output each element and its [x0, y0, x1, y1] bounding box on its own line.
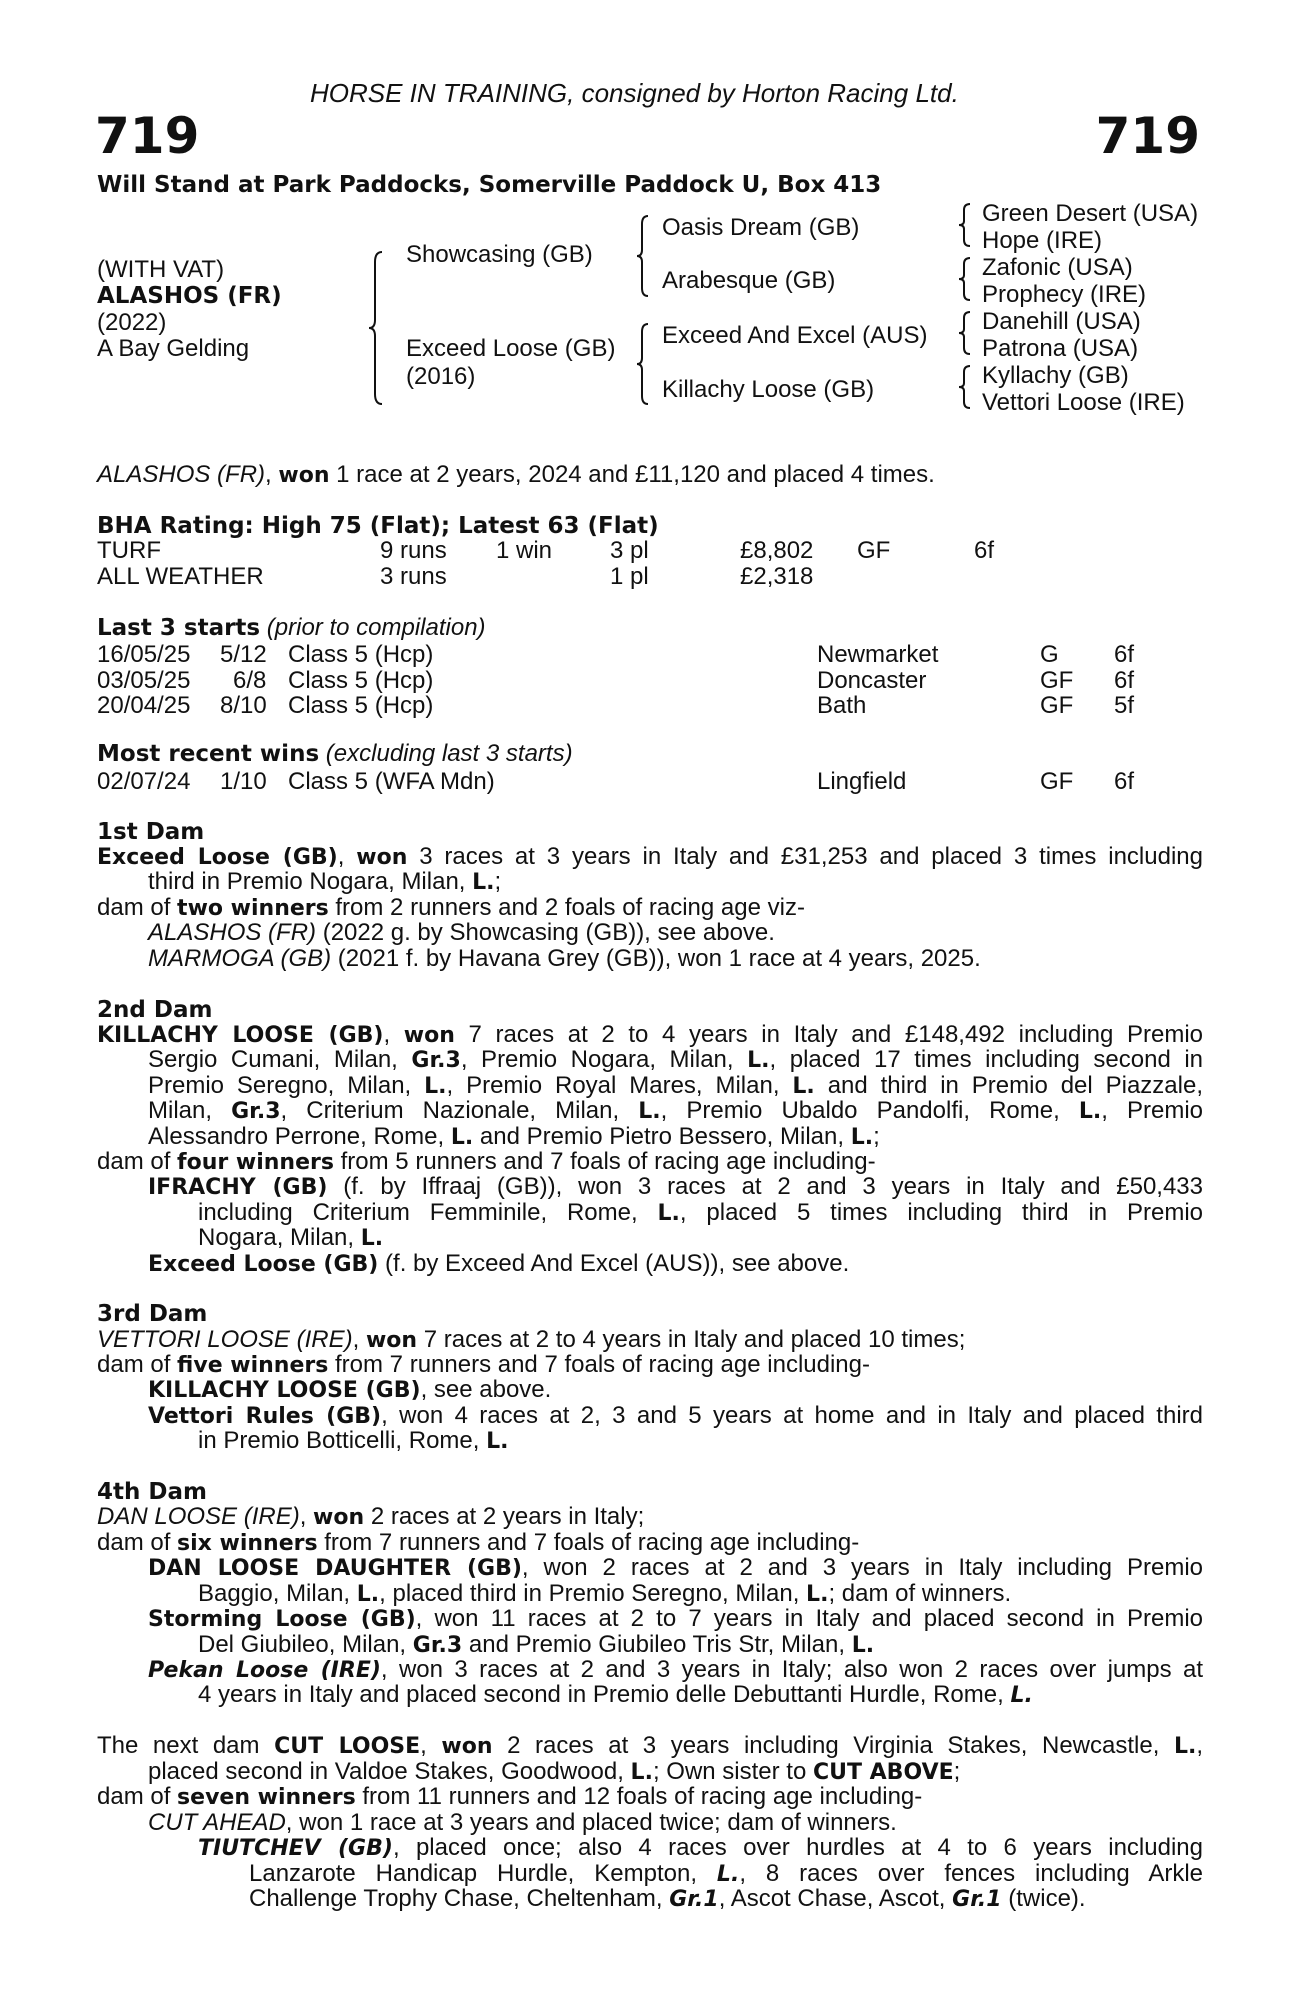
start-date: 16/05/25 — [97, 641, 191, 668]
pedigree-dam-dam: Killachy Loose (GB) — [662, 376, 875, 403]
text: (twice). — [1001, 1885, 1086, 1912]
rating-placed: 1 pl — [610, 563, 649, 590]
start-course: Doncaster — [817, 667, 927, 694]
produce-name: TIUTCHEV (GB) — [198, 1836, 393, 1861]
text: , — [420, 1732, 442, 1759]
produce-name: Vettori Rules (GB) — [148, 1404, 382, 1429]
rating-prize: £2,318 — [740, 563, 814, 590]
win-course: Lingfield — [817, 768, 907, 795]
pedigree-gen3-8: Vettori Loose (IRE) — [982, 389, 1185, 416]
listed-label: L. — [1078, 1099, 1102, 1124]
start-position: 5/12 — [220, 641, 267, 668]
start-going: GF — [1040, 692, 1074, 719]
produce-name: CUT AHEAD — [148, 1809, 286, 1836]
text: in Premio Botticelli, Rome, — [198, 1427, 487, 1454]
fourth-dam-produce — [198, 1682, 1033, 1709]
listed-label: L. — [851, 1633, 875, 1658]
produce-name: MARMOGA (GB) — [148, 945, 332, 972]
group-label: Gr.1 — [669, 1887, 719, 1912]
second-dam-line — [97, 1149, 876, 1176]
won-label: won — [403, 1023, 455, 1048]
text: and third in Premio del Piazzale, — [814, 1072, 1203, 1099]
second-dam-produce — [198, 1200, 1203, 1227]
text: , placed 17 times including second in — [769, 1046, 1204, 1073]
produce-name: Exceed Loose (GB) — [148, 1252, 379, 1277]
listed-label: L. — [472, 870, 495, 895]
listed-label: L. — [806, 1582, 829, 1607]
text: (2021 f. by Havana Grey (GB)), won 1 race at 4 years, 2025. — [331, 945, 981, 972]
pedigree-gen3-2: Hope (IRE) — [982, 227, 1103, 254]
first-dam-line: Exceed Loose (GB), won 3 races at 3 years in Italy and £31,253 and placed 3 times including — [97, 843, 1203, 870]
consignment-line: HORSE IN TRAINING, consigned by Horton Racing Ltd. — [310, 78, 959, 108]
dam-name: KILLACHY LOOSE (GB) — [97, 1023, 384, 1048]
listed-label: L. — [638, 1099, 661, 1124]
text: ; — [953, 1758, 961, 1785]
rating-prize: £8,802 — [740, 537, 814, 564]
third-dam-line: VETTORI LOOSE (IRE), won 7 races at 2 to 4 years in Italy and placed 10 times; — [97, 1326, 966, 1353]
recent-wins-heading — [97, 741, 573, 767]
group-label: Gr.3 — [411, 1048, 461, 1073]
produce-name: DAN LOOSE DAUGHTER (GB) — [148, 1556, 522, 1581]
dam-name: VETTORI LOOSE (IRE) — [97, 1326, 353, 1353]
text: , placed 5 times including third in Premio — [679, 1199, 1204, 1226]
start-distance: 6f — [1114, 641, 1135, 668]
group-label: Gr.3 — [231, 1099, 281, 1124]
summary-horse-name: ALASHOS (FR) — [97, 461, 266, 488]
text: , won 3 races at 2 and 3 years in Italy; also won 2 races over jumps at — [380, 1656, 1204, 1683]
fourth-dam-produce — [148, 1555, 1203, 1582]
win-distance: 6f — [1114, 768, 1135, 795]
listed-label: L. — [747, 1048, 770, 1073]
second-dam-heading: 2nd Dam — [97, 997, 213, 1023]
group-label: Gr.3 — [412, 1633, 463, 1658]
text: , won 11 races at 2 to 7 years in Italy and placed second in Premio — [415, 1605, 1204, 1632]
text: 2 races at 3 years including Virginia Stakes, Newcastle, — [492, 1732, 1174, 1759]
text: , see above. — [420, 1376, 552, 1403]
vat-note: (WITH VAT) — [97, 256, 225, 283]
fourth-dam-produce — [198, 1581, 1011, 1608]
text: ; — [494, 868, 502, 895]
text: Challenge Trophy Chase, Cheltenham, — [249, 1885, 670, 1912]
start-distance: 6f — [1114, 667, 1135, 694]
next-dam-line — [148, 1759, 960, 1786]
text: third in Premio Nogara, Milan, — [148, 868, 473, 895]
text: Sergio Cumani, Milan, — [148, 1046, 412, 1073]
second-dam-produce — [148, 1251, 849, 1278]
start-date: 03/05/25 — [97, 667, 191, 694]
won-label: won — [356, 845, 408, 870]
text: dam of — [97, 1529, 178, 1556]
third-dam-heading: 3rd Dam — [97, 1301, 208, 1327]
pedigree-brace-g3-2 — [958, 256, 972, 302]
pedigree-brace-g3-1 — [958, 202, 972, 248]
listed-label: L. — [360, 1226, 384, 1251]
recent-wins-title: Most recent wins — [97, 741, 320, 767]
third-dam-produce — [148, 1377, 551, 1404]
text: ; — [873, 1123, 880, 1150]
fourth-dam-produce — [148, 1657, 1203, 1684]
won-label: won — [313, 1505, 365, 1530]
win-going: GF — [1040, 768, 1074, 795]
first-dam-produce — [148, 946, 981, 972]
rating-going: GF — [857, 537, 891, 564]
group-label: Gr.1 — [952, 1887, 1002, 1912]
text: 7 races at 2 to 4 years in Italy and £148,492 including Premio — [454, 1021, 1203, 1048]
pedigree-brace-main — [368, 250, 384, 406]
winners-count: five winners — [177, 1353, 329, 1378]
next-dam-produce — [148, 1810, 897, 1836]
listed-label: L. — [424, 1074, 447, 1099]
rating-surface: TURF — [97, 537, 161, 564]
text: 3 races at 3 years in Italy and £31,253 and placed 3 times including — [407, 843, 1203, 870]
horse-description: A Bay Gelding — [97, 335, 250, 362]
pedigree-dam-sire: Exceed And Excel (AUS) — [662, 322, 928, 349]
last-starts-heading — [97, 615, 486, 641]
fourth-dam-line: DAN LOOSE (IRE), won 2 races at 2 years in Italy; — [97, 1503, 645, 1530]
text: , Premio Nogara, Milan, — [460, 1046, 748, 1073]
text: , Ascot Chase, Ascot, — [718, 1885, 953, 1912]
pedigree-gen3-3: Zafonic (USA) — [982, 254, 1133, 281]
last-starts-note: (prior to compilation) — [260, 614, 486, 641]
second-dam-line — [148, 1047, 1203, 1074]
start-position: 6/8 — [233, 667, 267, 694]
win-date: 02/07/24 — [97, 768, 191, 795]
rating-placed: 3 pl — [610, 537, 649, 564]
horse-year: (2022) — [97, 309, 167, 336]
pedigree-dam-year: (2016) — [406, 363, 476, 390]
listed-label: L. — [657, 1201, 680, 1226]
produce-name: Storming Loose (GB) — [148, 1607, 416, 1632]
win-position: 1/10 — [220, 768, 267, 795]
start-class: Class 5 (Hcp) — [288, 692, 434, 719]
text: 2 races at 2 years in Italy; — [364, 1503, 645, 1530]
text: The next dam — [97, 1732, 275, 1759]
text: , 8 races over fences including Arkle — [739, 1860, 1204, 1887]
text: , Premio — [1101, 1097, 1203, 1124]
start-date: 20/04/25 — [97, 692, 191, 719]
summary-won: won — [278, 463, 330, 488]
won-label: won — [441, 1734, 493, 1759]
text: 7 races at 2 to 4 years in Italy and placed 10 times; — [417, 1326, 966, 1353]
text: ; dam of winners. — [828, 1580, 1012, 1607]
stabling-line: Will Stand at Park Paddocks, Somerville Paddock U, Box 413 — [97, 172, 882, 198]
text: dam of — [97, 894, 178, 921]
rating-runs: 9 runs — [380, 537, 447, 564]
pedigree-sire-dam: Arabesque (GB) — [662, 267, 836, 294]
text: , Premio Royal Mares, Milan, — [446, 1072, 793, 1099]
rating-surface: ALL WEATHER — [97, 563, 264, 590]
third-dam-line — [97, 1352, 870, 1379]
listed-label: L. — [716, 1862, 740, 1887]
text: dam of — [97, 1783, 178, 1810]
lot-number-left: 719 — [95, 107, 200, 165]
third-dam-produce — [198, 1428, 508, 1455]
text: , won 2 races at 2 and 3 years in Italy including Premio — [521, 1554, 1204, 1581]
start-class: Class 5 (Hcp) — [288, 667, 434, 694]
summary-text: 1 race at 2 years, 2024 and £11,120 and placed 4 times. — [329, 461, 935, 488]
pedigree-brace-g3-3 — [958, 310, 972, 356]
text: Milan, — [148, 1097, 232, 1124]
produce-name: Pekan Loose (IRE) — [148, 1658, 381, 1683]
start-position: 8/10 — [220, 692, 267, 719]
dam-name: CUT LOOSE — [274, 1734, 421, 1759]
text: from 2 runners and 2 foals of racing age viz- — [328, 894, 805, 921]
pedigree-gen3-4: Prophecy (IRE) — [982, 281, 1147, 308]
won-label: won — [365, 1328, 418, 1353]
text: Premio Seregno, Milan, — [148, 1072, 425, 1099]
race-summary: ALASHOS (FR), won 1 race at 2 years, 2024 and £11,120 and placed 4 times. — [97, 461, 935, 488]
pedigree-sire: Showcasing (GB) — [406, 241, 593, 268]
pedigree-dam: Exceed Loose (GB) — [406, 335, 616, 362]
text: Baggio, Milan, — [198, 1580, 357, 1607]
pedigree-gen3-6: Patrona (USA) — [982, 335, 1139, 362]
listed-label: L. — [356, 1582, 380, 1607]
listed-label: L. — [450, 1125, 474, 1150]
text: , Criterium Nazionale, Milan, — [280, 1097, 639, 1124]
pedigree-gen3-5: Danehill (USA) — [982, 308, 1141, 335]
first-dam-line — [148, 869, 501, 896]
next-dam-line — [97, 1784, 922, 1811]
listed-label: L. — [792, 1074, 815, 1099]
start-going: GF — [1040, 667, 1074, 694]
winners-count: four winners — [177, 1150, 334, 1175]
text: Alessandro Perrone, Rome, — [148, 1123, 451, 1150]
start-class: Class 5 (Hcp) — [288, 641, 434, 668]
listed-label: L. — [1010, 1683, 1033, 1708]
text: including Criterium Femminile, Rome, — [198, 1199, 658, 1226]
pedigree-gen3-1: Green Desert (USA) — [982, 200, 1199, 227]
text: and Premio Giubileo Tris Str, Milan, — [462, 1631, 852, 1658]
text: Nogara, Milan, — [198, 1224, 361, 1251]
fourth-dam-produce — [198, 1632, 874, 1659]
listed-label: L. — [1173, 1734, 1197, 1759]
produce-name: KILLACHY LOOSE (GB) — [148, 1378, 421, 1403]
text: from 7 runners and 7 foals of racing age including- — [317, 1529, 860, 1556]
listed-label: L. — [630, 1760, 653, 1785]
text: , won 4 races at 2, 3 and 5 years at home and in Italy and placed third — [381, 1402, 1203, 1429]
text: , — [1196, 1732, 1203, 1759]
fourth-dam-line — [97, 1530, 859, 1557]
rating-wins: 1 win — [496, 537, 553, 564]
text: ; Own sister to — [652, 1758, 813, 1785]
next-dam-produce — [198, 1835, 1203, 1862]
text: Lanzarote Handicap Hurdle, Kempton, — [249, 1860, 717, 1887]
listed-label: L. — [486, 1429, 509, 1454]
text: , placed third in Premio Seregno, Milan, — [379, 1580, 807, 1607]
text: placed second in Valdoe Stakes, Goodwood, — [148, 1758, 631, 1785]
text: from 5 runners and 7 foals of racing age including- — [333, 1148, 876, 1175]
text: dam of — [97, 1351, 178, 1378]
rating-distance: 6f — [974, 537, 995, 564]
start-going: G — [1040, 641, 1059, 668]
third-dam-produce — [148, 1403, 1203, 1430]
produce-name: IFRACHY (GB) — [148, 1175, 328, 1200]
second-dam-produce — [148, 1174, 1203, 1201]
bha-rating-heading: BHA Rating: High 75 (Flat); Latest 63 (Flat) — [97, 513, 659, 539]
winners-count: two winners — [177, 896, 329, 921]
winners-count: seven winners — [177, 1785, 356, 1810]
pedigree-gen3-7: Kyllachy (GB) — [982, 362, 1129, 389]
second-dam-line: KILLACHY LOOSE (GB), won 7 races at 2 to 4 years in Italy and £148,492 including Premio — [97, 1021, 1203, 1048]
next-dam-line — [97, 1733, 1203, 1760]
text: (f. by Exceed And Excel (AUS)), see above. — [378, 1250, 850, 1277]
text: and Premio Pietro Bessero, Milan, — [473, 1123, 851, 1150]
first-dam-line — [97, 895, 805, 922]
sister-name: CUT ABOVE — [812, 1760, 954, 1785]
second-dam-line — [148, 1073, 1203, 1100]
listed-label: L. — [850, 1125, 874, 1150]
start-course: Newmarket — [817, 641, 939, 668]
text: , placed once; also 4 races over hurdles at 4 to 6 years including — [392, 1834, 1203, 1861]
pedigree-brace-sire — [636, 214, 650, 298]
last-starts-title: Last 3 starts — [97, 615, 261, 641]
pedigree-brace-dam — [636, 322, 650, 406]
dam-name: DAN LOOSE (IRE) — [97, 1503, 300, 1530]
text: , won 1 race at 3 years and placed twice; dam of winners. — [285, 1809, 897, 1836]
second-dam-produce — [198, 1225, 383, 1252]
next-dam-produce — [249, 1886, 1086, 1913]
text: (f. by Iffraaj (GB)), won 3 races at 2 and 3 years in Italy and £50,433 — [327, 1173, 1204, 1200]
pedigree-sire-sire: Oasis Dream (GB) — [662, 214, 860, 241]
text: (2022 g. by Showcasing (GB)), see above. — [316, 919, 775, 946]
text: from 7 runners and 7 foals of racing age including- — [328, 1351, 870, 1378]
start-distance: 5f — [1114, 692, 1135, 719]
pedigree-brace-g3-4 — [958, 364, 972, 410]
text: from 11 runners and 12 foals of racing age including- — [355, 1783, 923, 1810]
first-dam-produce — [148, 920, 775, 946]
text: Del Giubileo, Milan, — [198, 1631, 413, 1658]
fourth-dam-produce — [148, 1606, 1203, 1633]
second-dam-line — [148, 1124, 880, 1151]
recent-wins-note: (excluding last 3 starts) — [319, 740, 573, 767]
dam-name: Exceed Loose (GB) — [97, 845, 338, 870]
lot-number-right: 719 — [1095, 107, 1200, 165]
produce-name: ALASHOS (FR) — [148, 919, 317, 946]
next-dam-produce — [249, 1861, 1203, 1888]
text: 4 years in Italy and placed second in Premio delle Debuttanti Hurdle, Rome, — [198, 1681, 1011, 1708]
first-dam-heading: 1st Dam — [97, 819, 205, 845]
rating-runs: 3 runs — [380, 563, 447, 590]
text: dam of — [97, 1148, 178, 1175]
fourth-dam-heading: 4th Dam — [97, 1479, 207, 1505]
winners-count: six winners — [177, 1531, 318, 1556]
win-class: Class 5 (WFA Mdn) — [288, 768, 495, 795]
start-course: Bath — [817, 692, 867, 719]
text: , Premio Ubaldo Pandolfi, Rome, — [660, 1097, 1079, 1124]
second-dam-line — [148, 1098, 1203, 1125]
horse-name: ALASHOS (FR) — [97, 283, 282, 309]
